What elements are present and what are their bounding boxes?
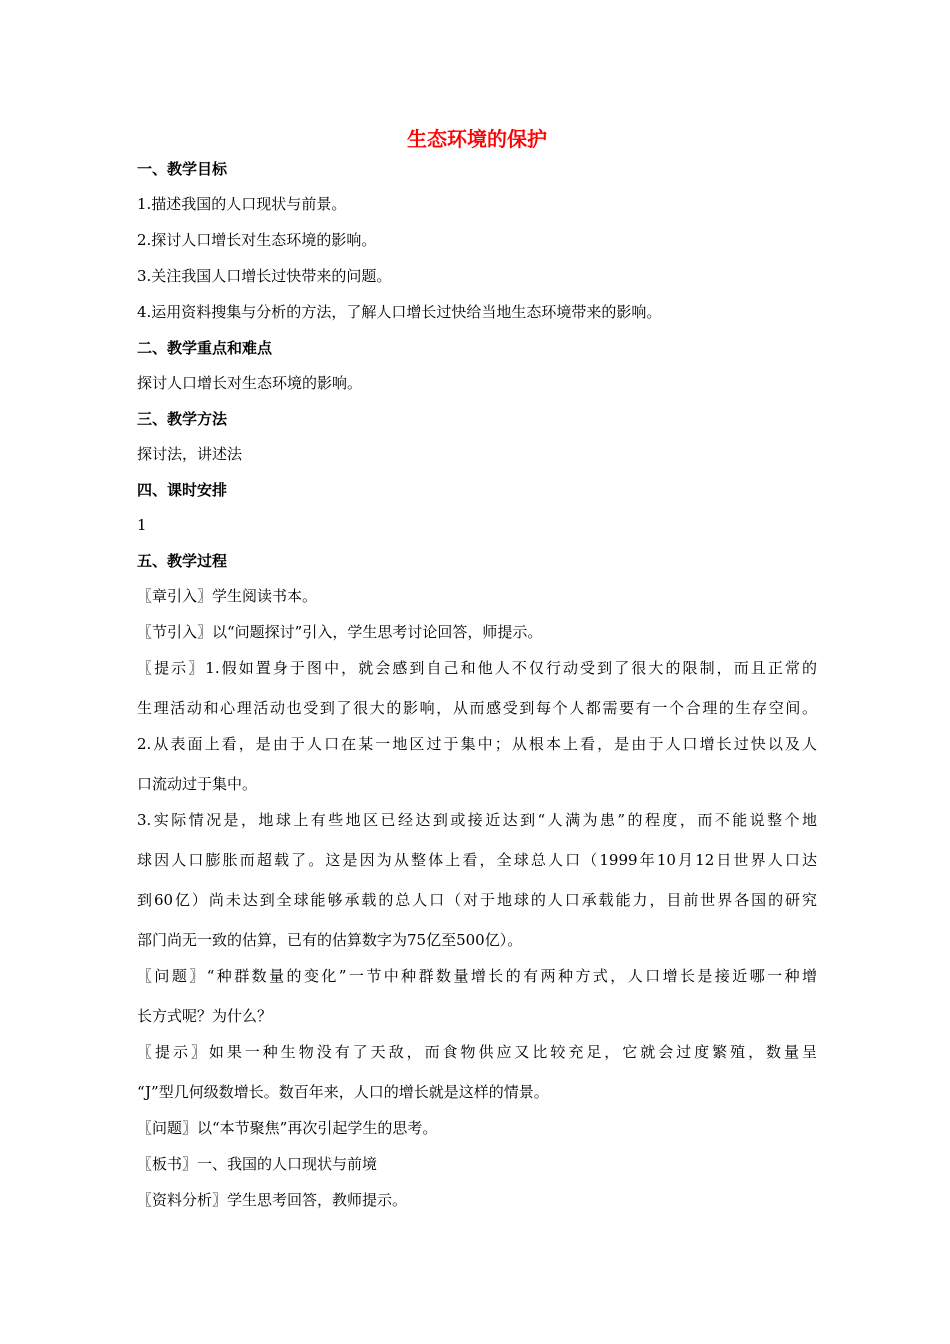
process-paragraph-7 bbox=[137, 1041, 817, 1103]
process-paragraph-10: 〖资料分析〗学生思考回答，教师提示。 bbox=[137, 1191, 408, 1209]
paragraph-line: 〖提示〗如果一种生物没有了天敌，而食物供应又比较充足，它就会过度繁殖，数量呈 bbox=[137, 1043, 817, 1061]
section-heading-process: 五、教学过程 bbox=[137, 552, 228, 570]
paragraph-line: 长方式呢？为什么？ bbox=[137, 1007, 273, 1025]
paragraph-line: 2.从表面上看，是由于人口在某一地区过于集中；从根本上看，是由于人口增长过快以及人 bbox=[137, 735, 817, 753]
process-paragraph-2: 〖节引入〗以“问题探讨”引入，学生思考讨论回答，师提示。 bbox=[137, 623, 543, 641]
paragraph-line: 口流动过于集中。 bbox=[137, 775, 258, 793]
process-paragraph-9: 〖板书〗一、我国的人口现状与前境 bbox=[137, 1155, 378, 1173]
process-paragraph-6 bbox=[137, 965, 817, 1027]
schedule-text: 1 bbox=[137, 516, 147, 534]
process-paragraph-5 bbox=[137, 809, 817, 951]
paragraph-line: 〖问题〗“种群数量的变化”一节中种群数量增长的有两种方式，人口增长是接近哪一种增 bbox=[137, 967, 817, 985]
paragraph-line: 3.实际情况是，地球上有些地区已经达到或接近达到“人满为患”的程度，而不能说整个地 bbox=[137, 811, 817, 829]
process-paragraph-8: 〖问题〗以“本节聚焦”再次引起学生的思考。 bbox=[137, 1119, 438, 1137]
objective-item-2: 2.探讨人口增长对生态环境的影响。 bbox=[137, 231, 377, 249]
process-paragraph-3 bbox=[137, 657, 817, 719]
section-heading-key-points: 二、教学重点和难点 bbox=[137, 339, 273, 357]
section-heading-schedule: 四、课时安排 bbox=[137, 481, 228, 499]
section-heading-objectives: 一、教学目标 bbox=[137, 160, 228, 178]
objective-item-4: 4.运用资料搜集与分析的方法，了解人口增长过快给当地生态环境带来的影响。 bbox=[137, 303, 662, 321]
document-title: 生态环境的保护 bbox=[407, 127, 547, 151]
paragraph-line: 球因人口膨胀而超载了。这是因为从整体上看，全球总人口（1999年10月12日世界人口达 bbox=[137, 851, 817, 869]
objective-item-3: 3.关注我国人口增长过快带来的问题。 bbox=[137, 267, 392, 285]
paragraph-line: 〖提示〗1.假如置身于图中，就会感到自己和他人不仅行动受到了很大的限制，而且正常的 bbox=[137, 659, 817, 677]
methods-text: 探讨法，讲述法 bbox=[137, 445, 243, 463]
section-heading-methods: 三、教学方法 bbox=[137, 410, 228, 428]
objective-item-1: 1.描述我国的人口现状与前景。 bbox=[137, 195, 347, 213]
paragraph-line: “J”型几何级数增长。数百年来，人口的增长就是这样的情景。 bbox=[137, 1083, 549, 1101]
paragraph-line: 生理活动和心理活动也受到了很大的影响，从而感受到每个人都需要有一个合理的生存空间。 bbox=[137, 699, 817, 717]
process-paragraph-4 bbox=[137, 733, 817, 795]
paragraph-line: 到60亿）尚未达到全球能够承载的总人口（对于地球的人口承载能力，目前世界各国的研究 bbox=[137, 891, 817, 909]
key-points-text: 探讨人口增长对生态环境的影响。 bbox=[137, 374, 363, 392]
document-page bbox=[137, 120, 817, 1225]
process-paragraph-1: 〖章引入〗学生阅读书本。 bbox=[137, 587, 318, 605]
paragraph-line: 部门尚无一致的估算，已有的估算数字为75亿至500亿）。 bbox=[137, 931, 523, 949]
